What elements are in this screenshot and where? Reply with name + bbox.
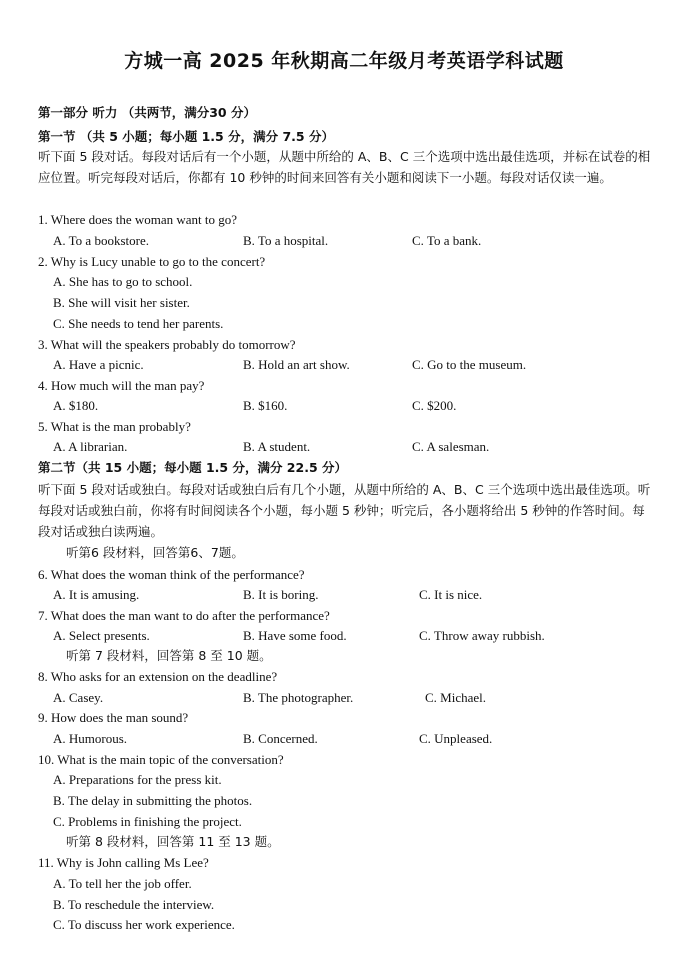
- q8-option-c: C. Michael.: [425, 690, 487, 705]
- q11-option-c: C. To discuss her work experience.: [53, 917, 235, 932]
- q3-option-a: A. Have a picnic.: [53, 357, 144, 372]
- q1-option-c: C. To a bank.: [412, 233, 482, 248]
- q7-option-b: B. Have some food.: [243, 628, 347, 643]
- question-8: 8. Who asks for an extension on the deadline?: [38, 669, 278, 684]
- material-6-note: 听第6 段材料，回答第6、7题。: [66, 545, 244, 560]
- q7-option-a: A. Select presents.: [53, 628, 150, 643]
- exam-title: 方城一高 2025 年秋期高二年级月考英语学科试题: [124, 50, 564, 72]
- question-1: 1. Where does the woman want to go?: [38, 212, 238, 227]
- q2-option-c: C. She needs to tend her parents.: [53, 316, 224, 331]
- q8-option-a: A. Casey.: [53, 690, 104, 705]
- q11-option-b: B. To reschedule the interview.: [53, 897, 215, 912]
- question-5: 5. What is the man probably?: [38, 419, 191, 434]
- q4-option-a: A. $180.: [53, 398, 99, 413]
- q3-option-b: B. Hold an art show.: [243, 357, 350, 372]
- q6-option-b: B. It is boring.: [243, 587, 319, 602]
- q2-option-a: A. She has to go to school.: [53, 274, 193, 289]
- part1-heading: 第一部分 听力 （共两节，满分30 分）: [38, 105, 256, 120]
- q6-option-c: C. It is nice.: [419, 587, 483, 602]
- section2-heading: 第二节（共 15 小题；每小题 1.5 分，满分 22.5 分）: [38, 460, 347, 475]
- q7-option-c: C. Throw away rubbish.: [419, 628, 545, 643]
- q10-option-b: B. The delay in submitting the photos.: [53, 793, 253, 808]
- section2-instructions: 听下面 5 段对话或独白。每段对话或独白后有几个小题，从题中所给的 A、B、C 三个选项中选出最佳选项。听每段对话或独白前，你将有时间阅读各个小题，每小题 5 秒钟；听完后，各小题将给出 5 秒钟的作答时间。每段对话或独白读两遍。: [38, 482, 651, 539]
- q8-option-b: B. The photographer.: [243, 690, 354, 705]
- q4-option-c: C. $200.: [412, 398, 457, 413]
- q1-option-b: B. To a hospital.: [243, 233, 329, 248]
- q6-option-a: A. It is amusing.: [53, 587, 140, 602]
- section1-instructions: 听下面 5 段对话。每段对话后有一个小题，从题中所给的 A、B、C 三个选项中选出最佳选项，并标在试卷的相应位置。听完每段对话后，你都有 10 秒钟的时间来回答有关小题和阅读下一小题。每段对话仅读一遍。: [38, 149, 651, 185]
- section1-heading: 第一节 （共 5 小题；每小题 1.5 分，满分 7.5 分）: [38, 129, 334, 144]
- q5-option-b: B. A student.: [243, 439, 311, 454]
- question-7: 7. What does the man want to do after the performance?: [38, 608, 330, 623]
- question-4: 4. How much will the man pay?: [38, 378, 205, 393]
- question-3: 3. What will the speakers probably do tomorrow?: [38, 337, 296, 352]
- question-2: 2. Why is Lucy unable to go to the concert?: [38, 254, 266, 269]
- q3-option-c: C. Go to the museum.: [412, 357, 527, 372]
- q9-option-b: B. Concerned.: [243, 731, 318, 746]
- q5-option-a: A. A librarian.: [53, 439, 128, 454]
- q10-option-a: A. Preparations for the press kit.: [53, 772, 222, 787]
- material-7-note: 听第 7 段材料，回答第 8 至 10 题。: [66, 648, 272, 663]
- question-9: 9. How does the man sound?: [38, 710, 189, 725]
- q5-option-c: C. A salesman.: [412, 439, 490, 454]
- q1-option-a: A. To a bookstore.: [53, 233, 149, 248]
- question-10: 10. What is the main topic of the conversation?: [38, 752, 284, 767]
- q11-option-a: A. To tell her the job offer.: [53, 876, 192, 891]
- q10-option-c: C. Problems in finishing the project.: [53, 814, 242, 829]
- q9-option-a: A. Humorous.: [53, 731, 128, 746]
- q2-option-b: B. She will visit her sister.: [53, 295, 190, 310]
- question-11: 11. Why is John calling Ms Lee?: [38, 855, 209, 870]
- q4-option-b: B. $160.: [243, 398, 288, 413]
- q9-option-c: C. Unpleased.: [419, 731, 493, 746]
- material-8-note: 听第 8 段材料，回答第 11 至 13 题。: [66, 834, 280, 849]
- question-6: 6. What does the woman think of the performance?: [38, 567, 305, 582]
